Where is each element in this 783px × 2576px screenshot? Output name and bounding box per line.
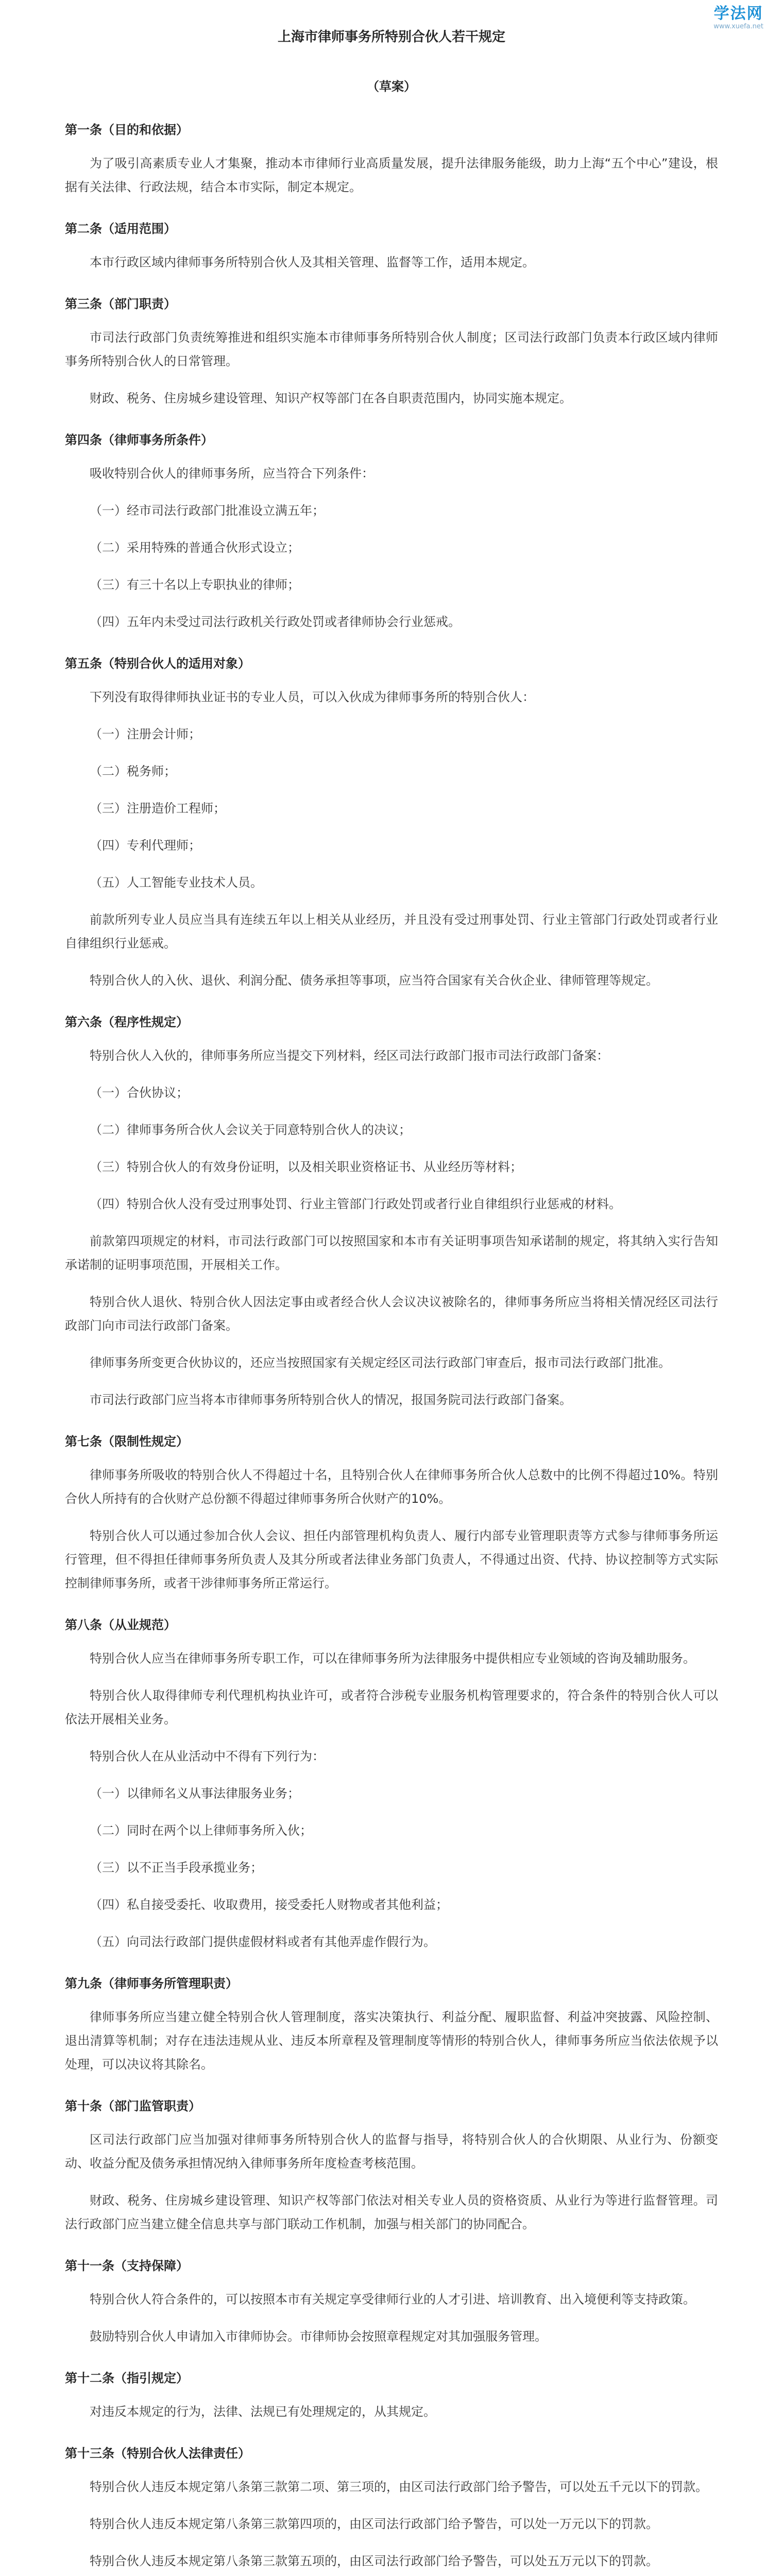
paragraph: 本市行政区域内律师事务所特别合伙人及其相关管理、监督等工作，适用本规定。 — [90, 255, 535, 269]
list-item: （四）专利代理师； — [90, 838, 201, 853]
article-heading: 第十二条（指引规定） — [65, 2371, 189, 2385]
list-item: （三）注册造价工程师； — [90, 801, 226, 816]
paragraph: 律师事务所吸收的特别合伙人不得超过十名，且特别合伙人在律师事务所合伙人总数中的比例不得超过10%。特别合伙人所持有的合伙财产总份额不得超过律师事务所合伙财产的10%。 — [65, 1468, 718, 1506]
article-section — [65, 2096, 718, 2236]
list-item: （二）税务师； — [90, 764, 176, 778]
paragraph: 吸收特别合伙人的律师事务所，应当符合下列条件： — [90, 466, 374, 481]
list-item: （四）私自接受委托、收取费用，接受委托人财物或者其他利益； — [90, 1897, 448, 1912]
document-subtitle: （草案） — [367, 79, 416, 94]
paragraph: 鼓励特别合伙人申请加入市律师协会。市律师协会按照章程规定对其加强服务管理。 — [90, 2329, 547, 2344]
paragraph: 特别合伙人取得律师专利代理机构执业许可，或者符合涉税专业服务机构管理要求的，符合条件的特别合伙人可以依法开展相关业务。 — [65, 1688, 718, 1726]
paragraph: 特别合伙人符合条件的，可以按照本市有关规定享受律师行业的人才引进、培训教育、出入境便利等支持政策。 — [90, 2292, 695, 2307]
article-section — [65, 1615, 718, 1954]
list-item: （三）有三十名以上专职执业的律师； — [90, 578, 300, 592]
paragraph: 区司法行政部门应当加强对律师事务所特别合伙人的监督与指导，将特别合伙人的合伙期限、从业行为、份额变动、收益分配及债务承担情况纳入律师事务所年度检查考核范围。 — [65, 2132, 718, 2171]
article-heading: 第九条（律师事务所管理职责） — [65, 1976, 238, 1991]
list-item: （三）以不正当手段承揽业务； — [90, 1860, 263, 1875]
paragraph: 特别合伙人违反本规定第八条第三款第五项的，由区司法行政部门给予警告，可以处五万元以下的罚款。 — [90, 2554, 658, 2568]
article-heading: 第十条（部门监管职责） — [65, 2099, 201, 2113]
list-item: （一）经市司法行政部门批准设立满五年； — [90, 503, 325, 518]
article-section — [65, 1012, 718, 1412]
article-heading: 第六条（程序性规定） — [65, 1015, 189, 1029]
list-item: （二）律师事务所合伙人会议关于同意特别合伙人的决议； — [90, 1123, 411, 1137]
article-heading: 第八条（从业规范） — [65, 1618, 176, 1632]
list-item: （四）五年内未受过司法行政机关行政处罚或者律师协会行业惩戒。 — [90, 615, 461, 629]
document-body — [65, 0, 718, 2576]
article-section — [65, 2368, 718, 2424]
paragraph: 市司法行政部门应当将本市律师事务所特别合伙人的情况，报国务院司法行政部门备案。 — [90, 1393, 572, 1407]
logo-sub-text: www.xuefa.net — [713, 23, 763, 30]
article-section — [65, 653, 718, 992]
paragraph: 财政、税务、住房城乡建设管理、知识产权等部门在各自职责范围内，协同实施本规定。 — [90, 391, 572, 405]
paragraph: 下列没有取得律师执业证书的专业人员，可以入伙成为律师事务所的特别合伙人： — [90, 690, 535, 704]
article-section — [65, 218, 718, 274]
article-heading: 第四条（律师事务所条件） — [65, 433, 213, 447]
paragraph: 前款所列专业人员应当具有连续五年以上相关从业经历，并且没有受过刑事处罚、行业主管部门行政处罚或者行业自律组织行业惩戒。 — [65, 912, 718, 951]
article-section — [65, 2443, 718, 2576]
paragraph: 财政、税务、住房城乡建设管理、知识产权等部门依法对相关专业人员的资格资质、从业行为等进行监督管理。司法行政部门应当建立健全信息共享与部门联动工作机制，加强与相关部门的协同配合。 — [65, 2193, 718, 2231]
paragraph: 特别合伙人退伙、特别合伙人因法定事由或者经合伙人会议决议被除名的，律师事务所应当将相关情况经区司法行政部门向市司法行政部门备案。 — [65, 1295, 718, 1333]
article-heading: 第二条（适用范围） — [65, 222, 176, 236]
list-item: （五）向司法行政部门提供虚假材料或者有其他弄虚作假行为。 — [90, 1935, 436, 1949]
list-item: （一）注册会计师； — [90, 727, 201, 741]
list-item: （一）合伙协议； — [90, 1086, 189, 1100]
paragraph: 前款第四项规定的材料，市司法行政部门可以按照国家和本市有关证明事项告知承诺制的规定，将其纳入实行告知承诺制的证明事项范围，开展相关工作。 — [65, 1234, 718, 1272]
paragraph: 市司法行政部门负责统筹推进和组织实施本市律师事务所特别合伙人制度；区司法行政部门负责本行政区域内律师事务所特别合伙人的日常管理。 — [65, 330, 718, 368]
article-heading: 第十三条（特别合伙人法律责任） — [65, 2446, 250, 2461]
article-section — [65, 2256, 718, 2348]
article-heading: 第三条（部门职责） — [65, 297, 176, 311]
site-logo[interactable] — [713, 5, 763, 31]
article-section — [65, 294, 718, 410]
paragraph: 特别合伙人入伙的，律师事务所应当提交下列材料，经区司法行政部门报市司法行政部门备案： — [90, 1048, 609, 1063]
paragraph: 特别合伙人可以通过参加合伙人会议、担任内部管理机构负责人、履行内部专业管理职责等方式参与律师事务所运行管理，但不得担任律师事务所负责人及其分所或者法律业务部门负责人，不得通过出资、代持、协议控制等方式实际控制律师事务所，或者干涉律师事务所正常运行。 — [65, 1529, 718, 1590]
list-item: （二）同时在两个以上律师事务所入伙； — [90, 1823, 312, 1838]
article-heading: 第一条（目的和依据） — [65, 123, 189, 137]
paragraph: 为了吸引高素质专业人才集聚，推动本市律师行业高质量发展，提升法律服务能级，助力上海“五个中心”建设，根据有关法律、行政法规，结合本市实际，制定本规定。 — [65, 156, 718, 194]
paragraph: 特别合伙人应当在律师事务所专职工作，可以在律师事务所为法律服务中提供相应专业领域的咨询及辅助服务。 — [90, 1651, 695, 1666]
paragraph: 律师事务所变更合伙协议的，还应当按照国家有关规定经区司法行政部门审查后，报市司法行政部门批准。 — [90, 1355, 671, 1370]
paragraph: 律师事务所应当建立健全特别合伙人管理制度，落实决策执行、利益分配、履职监督、利益冲突披露、风险控制、退出清算等机制；对存在违法违规从业、违反本所章程及管理制度等情形的特别合伙人，律师事务所应当依法依规予以处理，可以决议将其除名。 — [65, 2010, 718, 2072]
article-heading: 第七条（限制性规定） — [65, 1434, 189, 1449]
paragraph: 特别合伙人的入伙、退伙、利润分配、债务承担等事项，应当符合国家有关合伙企业、律师管理等规定。 — [90, 973, 658, 988]
paragraph: 特别合伙人违反本规定第八条第三款第二项、第三项的，由区司法行政部门给予警告，可以处五千元以下的罚款。 — [90, 2480, 708, 2494]
paragraph: 对违反本规定的行为，法律、法规已有处理规定的，从其规定。 — [90, 2404, 436, 2419]
list-item: （五）人工智能专业技术人员。 — [90, 875, 263, 890]
list-item: （四）特别合伙人没有受过刑事处罚、行业主管部门行政处罚或者行业自律组织行业惩戒的材料。 — [90, 1197, 621, 1211]
article-list — [65, 120, 718, 2576]
article-heading: 第十一条（支持保障） — [65, 2259, 189, 2273]
list-item: （三）特别合伙人的有效身份证明，以及相关职业资格证书、从业经历等材料； — [90, 1160, 522, 1174]
paragraph: 特别合伙人在从业活动中不得有下列行为： — [90, 1749, 325, 1764]
paragraph: 特别合伙人违反本规定第八条第三款第四项的，由区司法行政部门给予警告，可以处一万元以下的罚款。 — [90, 2517, 658, 2531]
document-title: 上海市律师事务所特别合伙人若干规定 — [277, 29, 505, 45]
logo-main-text: 学法网 — [713, 5, 763, 23]
list-item: （二）采用特殊的普通合伙形式设立； — [90, 540, 300, 555]
list-item: （一）以律师名义从事法律服务业务； — [90, 1786, 300, 1801]
article-section — [65, 1973, 718, 2076]
article-section — [65, 120, 718, 199]
article-section — [65, 1431, 718, 1595]
article-heading: 第五条（特别合伙人的适用对象） — [65, 656, 250, 671]
article-section — [65, 430, 718, 634]
